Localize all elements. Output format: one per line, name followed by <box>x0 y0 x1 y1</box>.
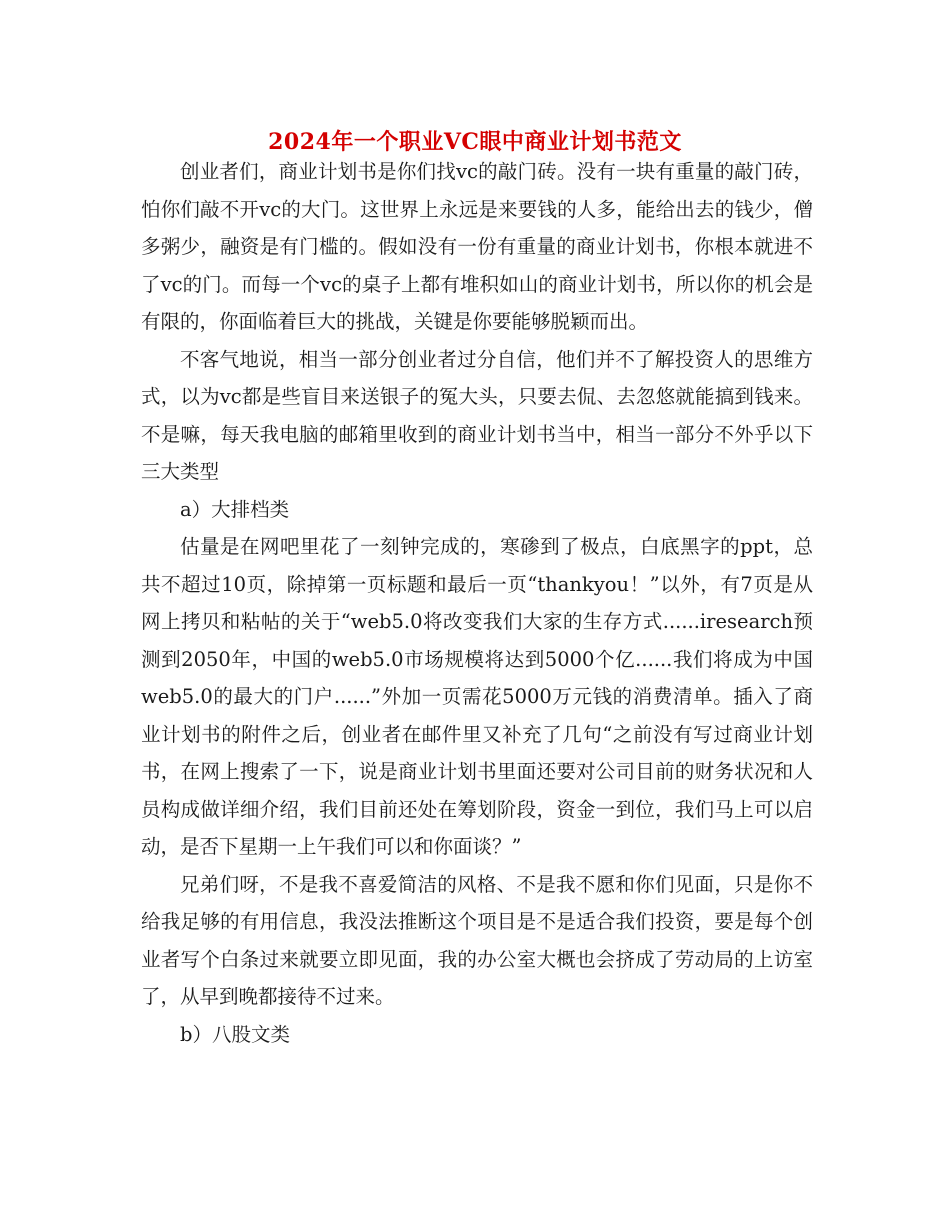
section-label-b: b）八股文类 <box>180 1022 290 1046</box>
section-label-a: a）大排档类 <box>180 497 290 521</box>
paragraph-intro: 创业者们，商业计划书是你们找vc的敲门砖。没有一块有重量的敲门砖，怕你们敲不开vc的大门。这世界上永远是来要钱的人多，能给出去的钱少，僧多粥少，融资是有门槛的。假如没有一份有重量的商业计划书，你根本就进不了vc的门。而每一个vc的桌子上都有堆积如山的商业计划书，所以你的机会是有限的，你面临着巨大的挑战，关键是你要能够脱颖而出。 <box>141 160 813 333</box>
paragraph-overconfidence: 不客气地说，相当一部分创业者过分自信，他们并不了解投资人的思维方式，以为vc都是些盲目来送银子的冤大头，只要去侃、去忽悠就能搞到钱来。不是嘛，每天我电脑的邮箱里收到的商业计划书当中，相当一部分不外乎以下三大类型 <box>141 347 813 483</box>
document-body <box>141 153 813 1053</box>
document-title: 2024年一个职业VC眼中商业计划书范文 <box>268 128 682 155</box>
paragraph-type-a-comment: 兄弟们呀，不是我不喜爱简洁的风格、不是我不愿和你们见面，只是你不给我足够的有用信息，我没法推断这个项目是不是适合我们投资，要是每个创业者写个白条过来就要立即见面，我的办公室大概也会挤成了劳动局的上访室了，从早到晚都接待不过来。 <box>141 872 813 1008</box>
paragraph-type-a-description: 估量是在网吧里花了一刻钟完成的，寒碜到了极点，白底黑字的ppt，总共不超过10页，除掉第一页标题和最后一页“thankyou！”以外，有7页是从网上拷贝和粘帖的关于“web5.0将改变我们大家的生存方式......iresearch预测到2050年，中国的web5.0市场规模将达到5000个亿......我们将成为中国web5.0的最大的门户......”外加一页需花5000万元钱的消费清单。插入了商业计划书的附件之后，创业者在邮件里又补充了几句“之前没有写过商业计划书，在网上搜索了一下，说是商业计划书里面还要对公司目前的财务状况和人员构成做详细介绍，我们目前还处在筹划阶段，资金一到位，我们马上可以启动，是否下星期一上午我们可以和你面谈？” <box>141 535 813 858</box>
